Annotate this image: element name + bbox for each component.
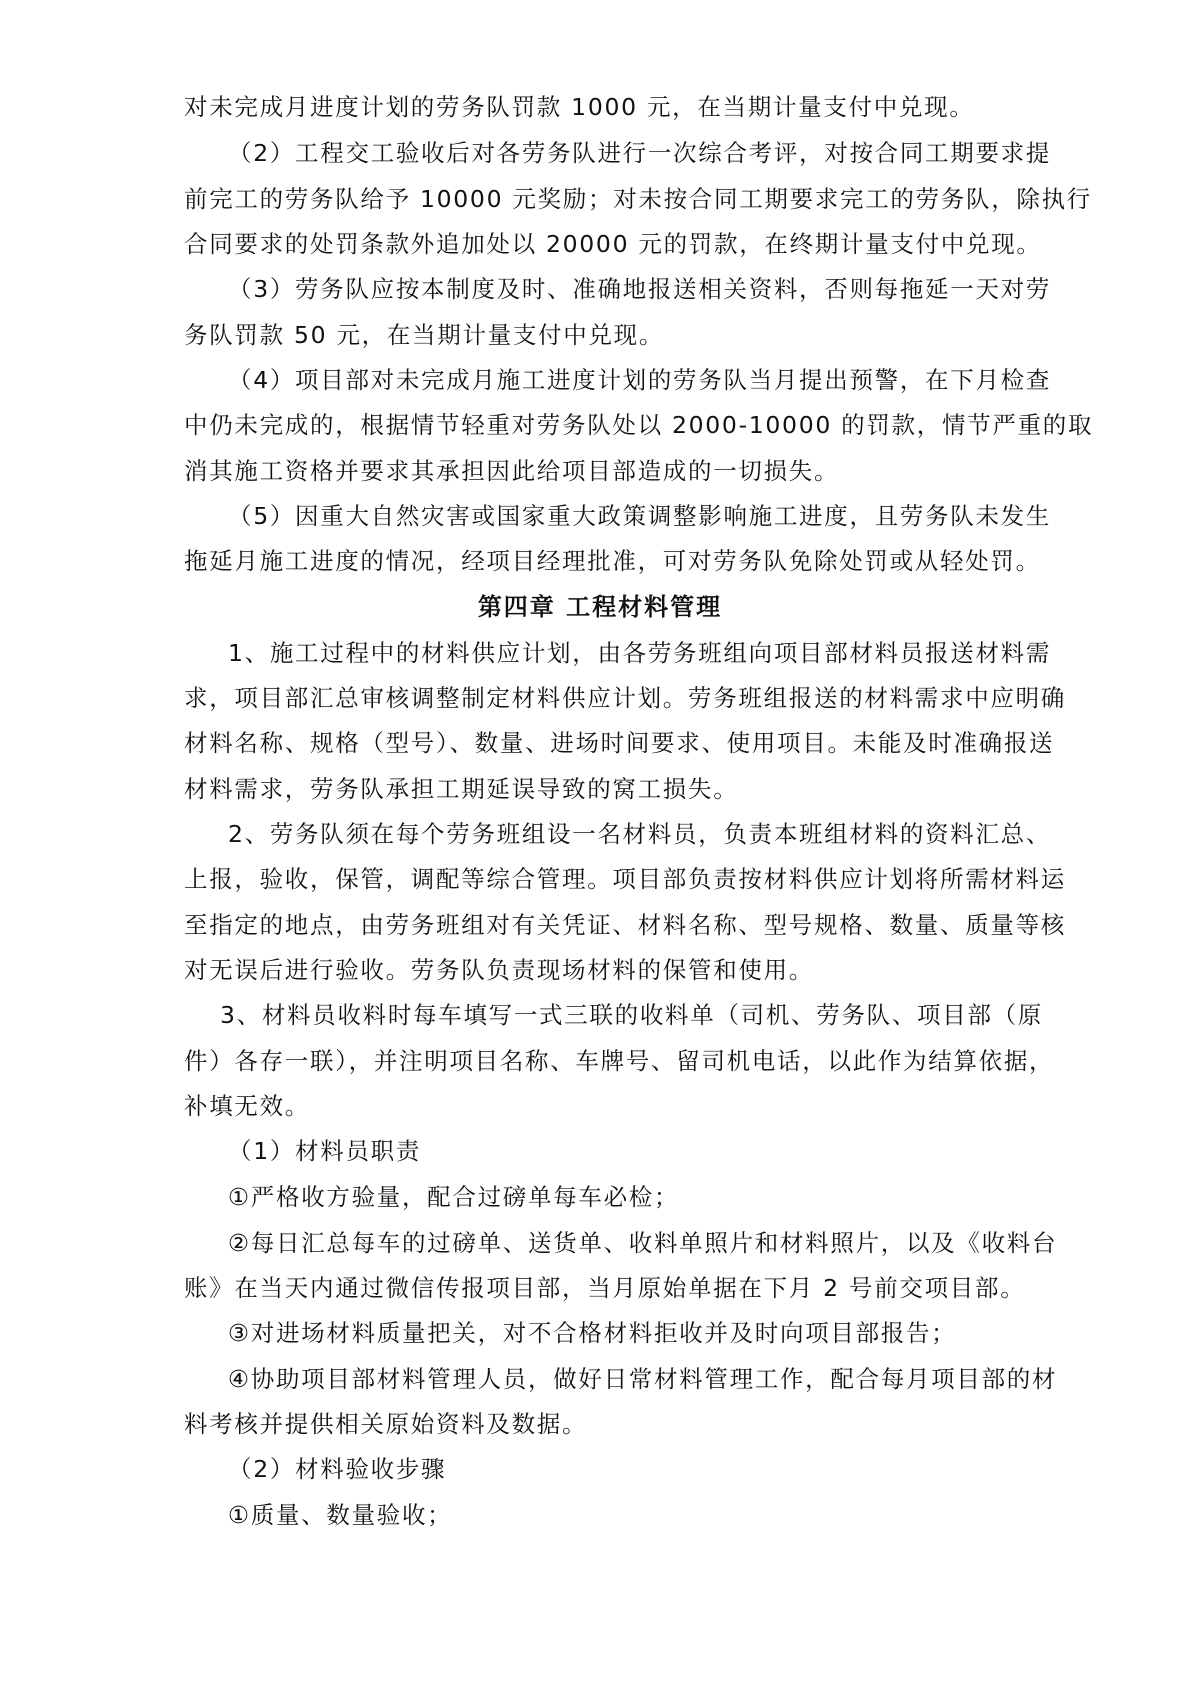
text-line: ①严格收方验量，配合过磅单每车必检； [228, 1183, 680, 1211]
text-line: ②每日汇总每车的过磅单、送货单、收料单照片和材料照片，以及《收料台 [228, 1229, 1058, 1257]
text-line: 料考核并提供相关原始资料及数据。 [184, 1410, 588, 1438]
text-line: 账》在当天内通过微信传报项目部，当月原始单据在下月 2 号前交项目部。 [184, 1274, 1026, 1302]
text-line: ①质量、数量验收； [228, 1501, 453, 1529]
text-line: 求，项目部汇总审核调整制定材料供应计划。劳务班组报送的材料需求中应明确 [184, 684, 1066, 712]
text-line: 2、劳务队须在每个劳务班组设一名材料员，负责本班组材料的资料汇总、 [228, 820, 1052, 848]
text-line: ③对进场材料质量把关，对不合格材料拒收并及时向项目部报告； [228, 1319, 957, 1347]
text-line: 3、材料员收料时每车填写一式三联的收料单（司机、劳务队、项目部（原 [220, 1001, 1044, 1029]
text-line: （3）劳务队应按本制度及时、准确地报送相关资料，否则每拖延一天对劳 [228, 275, 1052, 303]
chapter-heading: 第四章 工程材料管理 [477, 593, 723, 621]
text-line: 材料名称、规格（型号）、数量、进场时间要求、使用项目。未能及时准确报送 [184, 729, 1055, 757]
text-line: （5）因重大自然灾害或国家重大政策调整影响施工进度，且劳务队未发生 [228, 502, 1052, 530]
text-line: （2）工程交工验收后对各劳务队进行一次综合考评，对按合同工期要求提 [228, 139, 1052, 167]
text-line: （2）材料验收步骤 [228, 1455, 447, 1483]
text-line: 材料需求，劳务队承担工期延误导致的窝工损失。 [184, 775, 739, 803]
text-line: ④协助项目部材料管理人员，做好日常材料管理工作，配合每月项目部的材 [228, 1365, 1058, 1393]
text-line: （4）项目部对未完成月施工进度计划的劳务队当月提出预警，在下月检查 [228, 366, 1052, 394]
text-line: 消其施工资格并要求其承担因此给项目部造成的一切损失。 [184, 457, 840, 485]
text-line: 拖延月施工进度的情况，经项目经理批准，可对劳务队免除处罚或从轻处罚。 [184, 547, 1041, 575]
text-line: 对无误后进行验收。劳务队负责现场材料的保管和使用。 [184, 956, 814, 984]
text-line: 1、施工过程中的材料供应计划，由各劳务班组向项目部材料员报送材料需 [228, 639, 1052, 667]
text-line: 合同要求的处罚条款外追加处以 20000 元的罚款，在终期计量支付中兑现。 [184, 230, 1042, 258]
text-line: 上报，验收，保管，调配等综合管理。项目部负责按材料供应计划将所需材料运 [184, 865, 1066, 893]
text-line: （1）材料员职责 [228, 1137, 422, 1165]
text-line: 至指定的地点，由劳务班组对有关凭证、材料名称、型号规格、数量、质量等核 [184, 911, 1066, 939]
text-line: 务队罚款 50 元，在当期计量支付中兑现。 [184, 321, 665, 349]
text-line: 补填无效。 [184, 1092, 310, 1120]
text-line: 前完工的劳务队给予 10000 元奖励；对未按合同工期要求完工的劳务队，除执行 [184, 185, 1092, 213]
text-line: 对未完成月进度计划的劳务队罚款 1000 元，在当期计量支付中兑现。 [184, 93, 975, 121]
text-line: 件）各存一联），并注明项目名称、车牌号、留司机电话，以此作为结算依据， [184, 1047, 1055, 1075]
text-line: 中仍未完成的，根据情节轻重对劳务队处以 2000-10000 的罚款，情节严重的取 [184, 411, 1094, 439]
